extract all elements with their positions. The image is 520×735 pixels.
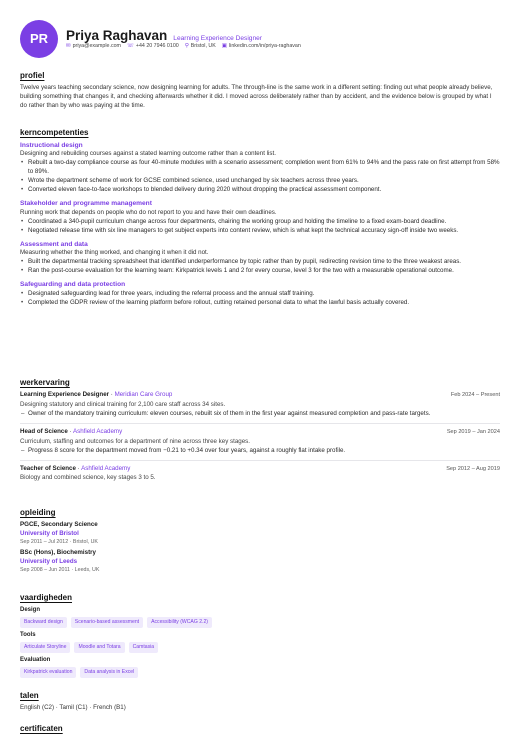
person-role: Learning Experience Designer [173,35,263,42]
job-date: Feb 2024 – Present [450,391,500,398]
envelope-icon: ✉ [66,43,71,49]
edu-meta: Sep 2011 – Jul 2012 · Bristol, UK [20,538,98,545]
bullet-item: • Converted eleven face-to-face workshops to blended delivery during 2020 without dropping the practical assessment component. [20,186,500,195]
competency-group [20,141,500,195]
profile-section [20,70,500,111]
skill-chips [20,617,500,627]
job-bullets [20,410,500,419]
skill-category: Tools [20,631,36,638]
skills-section [20,592,500,681]
resume-header [0,0,520,66]
education-entry [20,549,500,575]
section-title-certificates: certificaten [20,724,63,733]
competencies-section [20,127,500,308]
job-title: Teacher of Science [20,464,76,472]
job-bullets [20,447,500,456]
competency-title: Assessment and data [20,240,88,248]
phone-icon: ☏ [126,43,134,49]
skill-chip: Scenario-based assessment [71,617,143,627]
contact-email[interactable]: ✉ priya@example.com [66,43,121,49]
contact-phone: ☏ +44 20 7946 0100 [126,43,179,49]
competency-intro: Measuring whether the thing worked, and changing it when it did not. [20,249,209,257]
job-desc: Curriculum, staffing and outcomes for a department of nine across three key stages. [20,437,250,445]
languages-text: English (C2) · Tamil (C1) · French (B1) [20,703,126,711]
job-title: Learning Experience Designer [20,390,110,398]
skill-chip: Camtasia [129,642,159,652]
bullet-item: • Negotiated release time with six line managers to get subject experts into content review, which is what kept the technical accuracy sign-off inside two weeks. [20,227,500,236]
avatar: PR [20,20,58,58]
skill-chip: Articulate Storyline [20,642,70,652]
edu-meta: Sep 2008 – Jun 2011 · Leeds, UK [20,567,100,574]
bullet-item: • Completed the GDPR review of the learning platform before rollout, cutting retained personal data to what the lawful basis actually covered. [20,299,500,308]
skill-chip: Accessibility (WCAG 2.2) [147,617,212,627]
bullet-item: • Built the departmental tracking spreadsheet that identified underperformance by topic rather than by pupil, redirecting revision time to the three weakest areas. [20,258,500,267]
skill-chip: Moodle and Totara [74,642,124,652]
skill-category: Design [20,606,41,613]
edu-degree: BSc (Hons), Biochemistry [20,549,96,557]
section-title-education: opleiding [20,508,56,517]
education-section [20,507,500,575]
section-title-languages: talen [20,691,39,700]
competency-title: Instructional design [20,141,83,149]
certificates-section [20,723,500,735]
linkedin-icon: ▣ [221,43,227,49]
competency-title: Safeguarding and data protection [20,281,126,289]
skill-chips [20,642,500,652]
experience-section [20,377,500,491]
job-org: Ashfield Academy [72,427,123,435]
job-entry: Learning Experience Designer · Meridian Care Group Feb 2024 – Present Designing statutory and clinical training for 2,100 care staff across 34 sites. – Owner of the mandatory training curriculum: eleven courses, rebuilt six of them in the first year against measured completion and pass-rate targets. [20,391,500,424]
skill-chips [20,667,500,677]
skill-chip: Backward design [20,617,67,627]
education-entry [20,521,500,547]
competency-group [20,280,500,308]
section-title-experience: werkervaring [20,378,70,387]
competency-bullets [20,159,500,195]
section-title-profile: profiel [20,71,45,80]
competency-bullets [20,218,500,236]
contact-location: ⚲ Bristol, UK [184,43,216,49]
competency-bullets [20,258,500,276]
job-org: Meridian Care Group [114,390,173,398]
bullet-item: – Progress 8 score for the department moved from −0.21 to +0.34 over four years, against a roughly flat intake profile. [20,447,500,456]
job-title: Head of Science [20,427,68,435]
job-date: Sep 2019 – Jan 2024 [446,428,500,435]
bullet-item: • Rebuilt a two-day compliance course as four 40-minute modules with a scenario assessment; completion went from 61% to 94% and the pass rate on first attempt from 58% to 89%. [20,159,500,177]
competency-bullets [20,290,500,308]
job-desc: Biology and combined science, key stages 3 to 5. [20,474,156,482]
competency-group [20,240,500,277]
job-org: Ashfield Academy [81,464,131,472]
languages-section [20,690,500,713]
edu-school: University of Bristol [20,529,79,537]
profile-text: Twelve years teaching secondary science, now designing learning for adults. The through-line is the same work in a different setting: finding out what people already believe, building something that changes it, and checking afterwards whether it did. I moved across deliberately rather than by accident, and the evidence below is grouped by what I do rather than by who was paying at the time. [20,83,493,109]
section-title-competencies: kerncompetenties [20,128,89,137]
bullet-item: • Coordinated a 340-pupil curriculum change across four departments, chairing the working group and holding the timeline to a fixed exam-board deadline. [20,218,500,227]
skill-chip: Kirkpatrick evaluation [20,667,76,677]
contact-linkedin[interactable]: ▣ linkedin.com/in/priya-raghavan [221,43,301,49]
bullet-item: • Wrote the department scheme of work for GCSE combined science, used unchanged by six teachers across three years. [20,177,500,186]
bullet-item: – Owner of the mandatory training curriculum: eleven courses, rebuilt six of them in the first year against measured completion and pass-rate targets. [20,410,500,419]
job-desc: Designing statutory and clinical training for 2,100 care staff across 34 sites. [20,400,226,408]
bullet-item: • Ran the post-course evaluation for the learning team: Kirkpatrick levels 1 and 2 for every course, level 3 for the two with a measurable operational outcome. [20,267,500,276]
skill-category: Evaluation [20,656,51,663]
job-date: Sep 2012 – Aug 2019 [446,465,500,472]
competency-intro: Running work that depends on people who do not report to you and have their own deadlines. [20,208,277,216]
edu-degree: PGCE, Secondary Science [20,520,98,528]
job-entry: Teacher of Science · Ashfield Academy Sep 2012 – Aug 2019 Biology and combined science, key stages 3 to 5. [20,464,500,482]
competency-group [20,199,500,236]
pin-icon: ⚲ [184,43,189,49]
edu-school: University of Leeds [20,558,78,566]
competency-intro: Designing and rebuilding courses against a stated learning outcome rather than a content list. [20,150,276,158]
job-entry: Head of Science · Ashfield Academy Sep 2019 – Jan 2024 Curriculum, staffing and outcomes for a department of nine across three key stages. – Progress 8 score for the department moved from −0.21 to +0.34 over four years, against a roughly flat intake profile. [20,428,500,461]
contact-row [66,43,301,51]
person-name: Priya Raghavan [66,28,168,43]
competency-title: Stakeholder and programme management [20,200,152,208]
bullet-item: • Designated safeguarding lead for three years, including the referral process and the annual staff training. [20,290,500,299]
section-title-skills: vaardigheden [20,593,73,602]
skill-chip: Data analysis in Excel [80,667,138,677]
